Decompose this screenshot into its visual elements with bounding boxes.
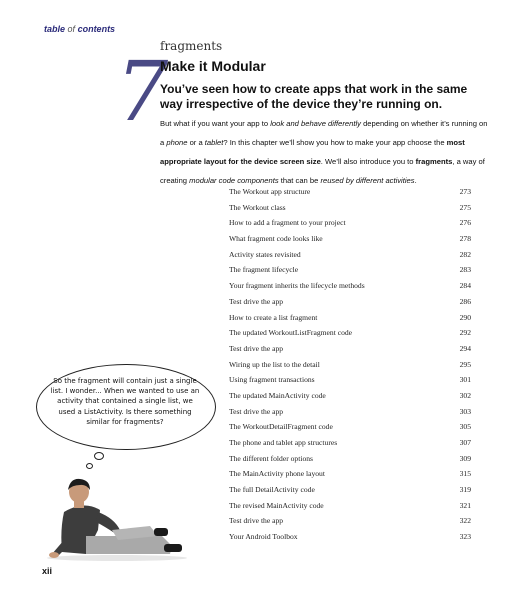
intro-run: fragments [415, 157, 453, 166]
toc-list [229, 184, 471, 545]
chapter-intro [160, 114, 492, 190]
toc-entry-title: The Workout app structure [229, 187, 311, 196]
toc-entry-title: What fragment code looks like [229, 234, 323, 244]
toc-entry-title: Wiring up the list to the detail [229, 359, 320, 369]
intro-run: tablet [204, 138, 224, 147]
toc-entry [229, 262, 471, 278]
toc-entry-title: The different folder options [229, 453, 313, 463]
seated-person-illustration [42, 470, 192, 562]
toc-entry [229, 388, 471, 404]
toc-entry-page: 309 [459, 453, 471, 463]
toc-entry-page: 322 [459, 516, 471, 526]
toc-entry-title: Test drive the app [229, 516, 284, 526]
toc-entry-page: 303 [459, 406, 471, 416]
toc-entry-page: 275 [459, 202, 471, 212]
toc-entry [229, 404, 471, 420]
toc-entry-page: 301 [459, 375, 471, 385]
intro-run: modular code components [189, 176, 279, 185]
toc-entry-page: 284 [459, 281, 471, 291]
intro-run: But what if you want your app to [160, 119, 271, 128]
intro-run: or a [187, 138, 205, 147]
intro-run: depending on whether it’s running on a [160, 119, 488, 147]
intro-run: reused by different activities [320, 176, 415, 185]
intro-run: look and behave differently [270, 119, 361, 128]
toc-entry [229, 184, 471, 200]
header-suffix: contents [77, 24, 116, 34]
toc-entry-title: The MainActivity phone layout [229, 469, 325, 479]
intro-run: phone [166, 138, 188, 147]
toc-entry [229, 200, 471, 216]
intro-run: , a way of creating [160, 157, 485, 185]
toc-entry [229, 247, 471, 263]
toc-entry-page: 290 [459, 312, 471, 322]
toc-entry-page: 276 [459, 218, 471, 228]
intro-run: . We’ll also introduce you to [320, 157, 416, 166]
toc-entry-title: The full DetailActivity code [229, 485, 315, 495]
thought-dot-large [94, 452, 104, 460]
toc-entry-title: Activity states revisited [229, 249, 301, 259]
toc-entry [229, 357, 471, 373]
toc-entry-page: 307 [459, 438, 471, 447]
toc-entry-page: 305 [459, 422, 471, 432]
header-of: of [67, 24, 76, 34]
toc-entry [229, 482, 471, 498]
toc-entry [229, 466, 471, 482]
toc-entry-title: Test drive the app [229, 406, 284, 416]
intro-run: . [414, 176, 417, 185]
toc-entry-title: Test drive the app [229, 343, 284, 353]
toc-entry-page: 302 [459, 390, 471, 400]
toc-entry-page: 282 [459, 249, 471, 259]
toc-entry-title: The revised MainActivity code [229, 500, 324, 510]
toc-entry-title: Your fragment inherits the lifecycle methods [229, 281, 365, 291]
toc-entry-page: 278 [459, 234, 471, 244]
toc-entry [229, 513, 471, 529]
toc-entry-page: 315 [459, 469, 471, 479]
toc-entry [229, 325, 471, 341]
toc-entry [229, 419, 471, 435]
toc-entry-title: Using fragment transactions [229, 375, 315, 385]
toc-entry-title: The phone and tablet app structures [229, 438, 338, 447]
toc-entry-title: How to create a list fragment [229, 312, 318, 322]
toc-entry [229, 310, 471, 326]
chapter-title: Make it Modular [160, 58, 266, 74]
page-number: xii [42, 566, 53, 576]
intro-run: ? In this chapter we’ll show you how to make your app choose the [223, 138, 447, 147]
chapter-label: fragments [160, 39, 223, 53]
toc-entry-title: The updated MainActivity code [229, 390, 326, 400]
chapter-lead: You’ve seen how to create apps that work in the same way irrespective of the device they’re running on. [160, 82, 468, 111]
toc-entry-page: 286 [459, 296, 471, 306]
running-header [44, 24, 115, 34]
toc-entry [229, 451, 471, 467]
toc-entry [229, 231, 471, 247]
toc-entry-page: 292 [459, 328, 471, 338]
toc-entry-page: 294 [459, 343, 471, 353]
thought-dot-small [86, 463, 93, 469]
toc-entry-page: 273 [459, 187, 471, 196]
toc-entry [229, 435, 471, 451]
toc-entry-title: Test drive the app [229, 296, 284, 306]
toc-entry-title: The WorkoutDetailFragment code [229, 422, 333, 432]
header-prefix: table [44, 24, 66, 34]
toc-entry [229, 278, 471, 294]
toc-entry-page: 283 [459, 265, 471, 275]
toc-entry [229, 372, 471, 388]
thought-bubble-text: So the fragment will contain just a single list. I wonder... When we wanted to use an activity that contained a single list, we used a ListActivity. Is there something similar for fragments? [50, 377, 200, 426]
intro-run: that can be [278, 176, 321, 185]
toc-entry [229, 215, 471, 231]
toc-entry-page: 323 [459, 532, 471, 542]
toc-entry-page: 321 [459, 500, 471, 510]
toc-entry-title: The updated WorkoutListFragment code [229, 328, 353, 338]
toc-entry [229, 341, 471, 357]
toc-entry-title: How to add a fragment to your project [229, 218, 346, 228]
toc-entry-title: Your Android Toolbox [229, 532, 298, 542]
intro-run: most appropriate layout for the device screen size [160, 138, 465, 166]
chapter-number: 7 [116, 45, 169, 140]
toc-entry [229, 529, 471, 545]
toc-entry [229, 498, 471, 514]
toc-entry-title: The fragment lifecycle [229, 265, 299, 275]
toc-entry-page: 295 [459, 359, 471, 369]
toc-entry-page: 319 [459, 485, 471, 495]
toc-entry [229, 294, 471, 310]
toc-entry-title: The Workout class [229, 202, 286, 212]
